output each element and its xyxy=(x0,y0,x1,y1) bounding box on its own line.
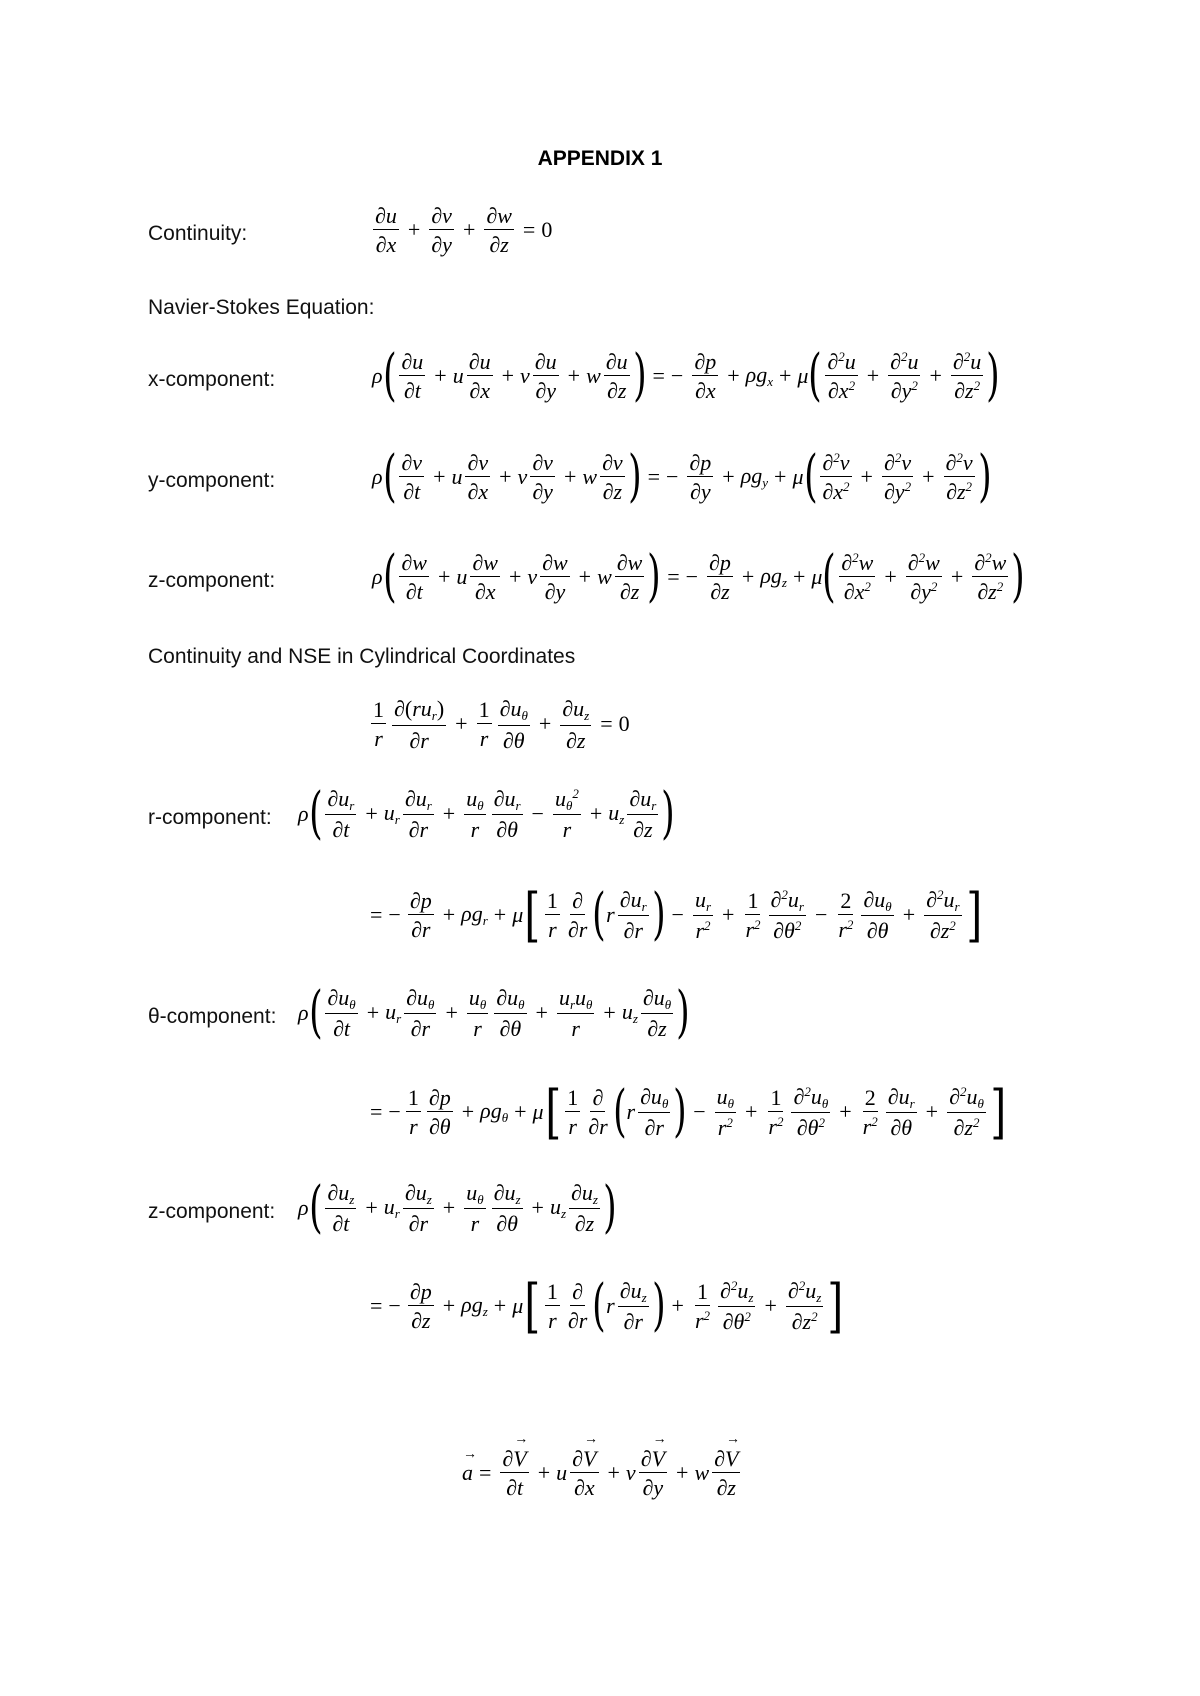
continuity-label: Continuity: xyxy=(148,222,248,245)
z-component-cyl-label: z-component: xyxy=(148,1200,276,1223)
r-component-rhs: = − $\frac{\partial p}{\partial r}$ + $\rho g_r$ + μ [ $\frac{1}{r}$ $\frac{\partial}{\partial r}$ ( r $\frac{\partial u_r}{\partial r}$ ) − $\frac{u_r}{r^2}$ + $\frac{1}{r^2}$ $\frac{\partial^2u_r}{\partial\theta^2}$ − $\frac{2}{r^2}$ $\frac{\partial u_\theta}{\partial\theta}$ + $\frac{\partial^2u_r}{\partial z^2}$ ] xyxy=(370,881,982,949)
z-component-equation: ρ ( $\frac{\partial w}{\partial t}$ + u $\frac{\partial w}{\partial x}$ + v $\frac{\partial w}{\partial y}$ + w $\frac{\partial w}{\partial z}$ ) = − $\frac{\partial p}{\partial z}$ + $\rho g_z$ + μ ( $\frac{\partial^2w}{\partial x^2}$ + $\frac{\partial^2w}{\partial y^2}$ + $\frac{\partial^2w}{\partial z^2}$ ) xyxy=(372,544,1026,609)
page-title: APPENDIX 1 xyxy=(537,147,663,170)
z-component-cyl-lhs: ρ ( $\frac{\partial u_z}{\partial t}$ + $u_r$ $\frac{\partial u_z}{\partial r}$ + $\frac{u_\theta}{r}$ $\frac{\partial u_z}{\partial\theta}$ + $u_z$ $\frac{\partial u_z}{\partial z}$ ) xyxy=(298,1175,617,1240)
cylindrical-continuity-equation: $\frac{1}{r}$ $\frac{\partial(ru_r)}{\partial r}$ + $\frac{1}{r}$ $\frac{\partial u_\theta}{\partial\theta}$ + $\frac{\partial u_z}{\partial z}$ = 0 xyxy=(373,696,630,753)
y-component-label: y-component: xyxy=(148,469,276,492)
y-component-equation: ρ ( $\frac{\partial v}{\partial t}$ + u $\frac{\partial v}{\partial x}$ + v $\frac{\partial v}{\partial y}$ + w $\frac{\partial v}{\partial z}$ ) = − $\frac{\partial p}{\partial y}$ + $\rho g_y$ + μ ( $\frac{\partial^2v}{\partial x^2}$ + $\frac{\partial^2v}{\partial y^2}$ + $\frac{\partial^2v}{\partial z^2}$ ) xyxy=(372,444,992,509)
theta-component-lhs: ρ ( $\frac{\partial u_\theta}{\partial t}$ + $u_r$ $\frac{\partial u_\theta}{\partial r}$ + $\frac{u_\theta}{r}$ $\frac{\partial u_\theta}{\partial\theta}$ + $\frac{u_ru_\theta}{r}$ + $u_z$ $\frac{\partial u_\theta}{\partial z}$ ) xyxy=(298,980,690,1045)
theta-component-rhs: = − $\frac{1}{r}$ $\frac{\partial p}{\partial\theta}$ + $\rho g_\theta$ + μ [ $\frac{1}{r}$ $\frac{\partial}{\partial r}$ ( r $\frac{\partial u_\theta}{\partial r}$ ) − $\frac{u_\theta}{r^2}$ + $\frac{1}{r^2}$ $\frac{\partial^2u_\theta}{\partial\theta^2}$ + $\frac{2}{r^2}$ $\frac{\partial u_r}{\partial\theta}$ + $\frac{\partial^2u_\theta}{\partial z^2}$ ] xyxy=(370,1078,1007,1146)
zero-value: 0 xyxy=(541,217,553,243)
cylindrical-heading: Continuity and NSE in Cylindrical Coordinates xyxy=(148,645,576,668)
nse-label: Navier-Stokes Equation: xyxy=(148,296,375,319)
theta-component-label: θ-component: xyxy=(148,1005,277,1028)
z-component-label: z-component: xyxy=(148,569,276,592)
r-component-label: r-component: xyxy=(148,806,272,829)
z-component-cyl-rhs: = − $\frac{\partial p}{\partial z}$ + $\rho g_z$ + μ [ $\frac{1}{r}$ $\frac{\partial}{\partial r}$ ( r $\frac{\partial u_z}{\partial r}$ ) + $\frac{1}{r^2}$ $\frac{\partial^2u_z}{\partial\theta^2}$ + $\frac{\partial^2u_z}{\partial z^2}$ ] xyxy=(370,1272,844,1340)
r-component-lhs: ρ ( $\frac{\partial u_r}{\partial t}$ + $u_r$ $\frac{\partial u_r}{\partial r}$ + $\frac{u_\theta}{r}$ $\frac{\partial u_r}{\partial\theta}$ − $\frac{u_\theta^2}{r}$ + $u_z$ $\frac{\partial u_r}{\partial z}$ ) xyxy=(298,781,675,846)
acceleration-equation: → a = $\frac{\partial\to V}{\partial t}$ + u $\frac{\partial\to V}{\partial x}$ + v $\frac{\partial\to V}{\partial y}$ + w $\frac{\partial\to V}{\partial z}$ xyxy=(462,1447,743,1499)
continuity-equation: $\frac{\partial u}{\partial x}$ + $\frac{\partial v}{\partial y}$ + $\frac{\partial w}{\partial z}$ = 0 xyxy=(375,203,553,258)
x-component-label: x-component: xyxy=(148,368,276,391)
x-component-equation: ρ ( $\frac{\partial u}{\partial t}$ + u $\frac{\partial u}{\partial x}$ + v $\frac{\partial u}{\partial y}$ + w $\frac{\partial u}{\partial z}$ ) = − $\frac{\partial p}{\partial x}$ + $\rho g_x$ + μ ( $\frac{\partial^2u}{\partial x^2}$ + $\frac{\partial^2u}{\partial y^2}$ + $\frac{\partial^2u}{\partial z^2}$ ) xyxy=(372,343,1000,408)
